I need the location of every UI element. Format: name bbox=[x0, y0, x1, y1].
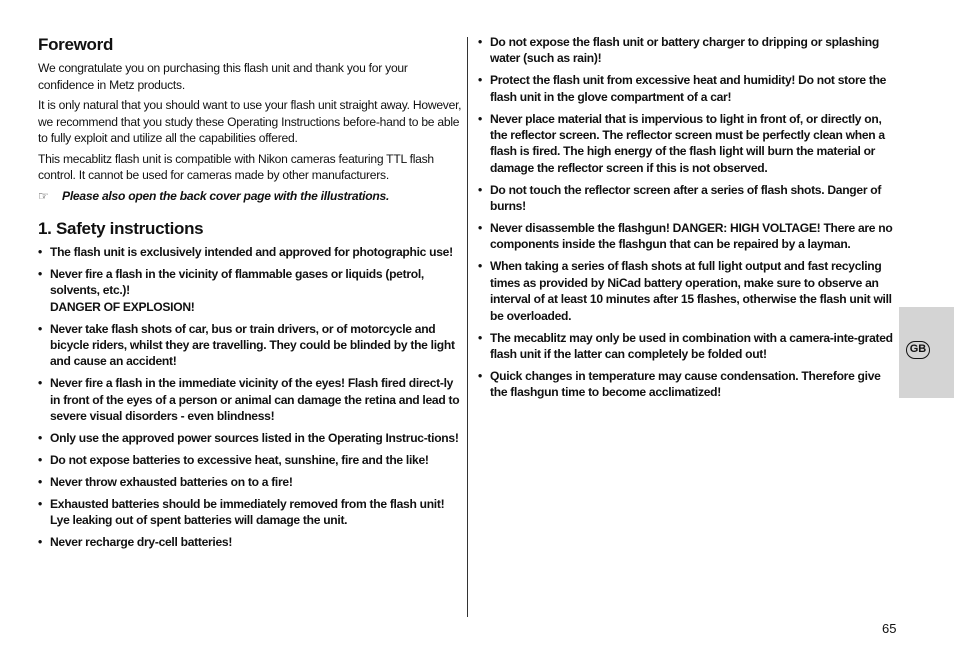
safety-item: • Never recharge dry-cell batteries! bbox=[38, 535, 233, 550]
left-column bbox=[38, 34, 462, 556]
safety-item: • Never take flash shots of car, bus or train drivers, or of motorcycle and bicycle riders, whilst they are travelling. They could be blinded by the light and cause an accident! bbox=[38, 321, 455, 369]
safety-item: • Do not expose the flash unit or battery charger to dripping or splashing water (such as rain)! bbox=[478, 35, 879, 66]
safety-item: • Never fire a flash in the vicinity of flammable gases or liquids (petrol, solvents, etc.)! DANGER OF EXPLOSION! bbox=[38, 266, 462, 315]
language-badge: GB bbox=[906, 341, 930, 359]
language-tab bbox=[899, 307, 954, 398]
safety-list-left bbox=[38, 244, 462, 551]
danger-label: DANGER OF EXPLOSION! bbox=[50, 299, 195, 314]
foreword-paragraph: This mecablitz flash unit is compatible with Nikon cameras featuring TTL flash control. It cannot be used for cameras made by other manufacturers. bbox=[38, 151, 434, 182]
foreword-note-text: Please also open the back cover page with the illustrations. bbox=[62, 188, 390, 203]
safety-item: • Never disassemble the flashgun! DANGER: HIGH VOLTAGE! There are no components inside the flashgun that can be repaired by a layman. bbox=[478, 221, 893, 252]
safety-item: • Quick changes in temperature may cause condensation. Therefore give the flashgun time to become acclimatized! bbox=[478, 368, 881, 400]
foreword-heading: Foreword bbox=[38, 35, 114, 54]
foreword-note bbox=[38, 188, 462, 205]
page-number: 65 bbox=[882, 621, 897, 636]
foreword-paragraph: We congratulate you on purchasing this flash unit and thank you for your confidence in Metz products. bbox=[38, 61, 408, 92]
safety-item: • The flash unit is exclusively intended and approved for photographic use! bbox=[38, 245, 453, 259]
safety-item: • Never place material that is impervious to light in front of, or directly on, the reflector screen. The reflector screen must be perfectly clean when a flash is fired. The high energy of the flash light will burn the material or damage the reflector screen if this is not observed. bbox=[478, 111, 885, 175]
safety-item: • Protect the flash unit from excessive heat and humidity! Do not store the flash unit in the glove compartment of a car! bbox=[478, 73, 887, 104]
pointing-hand-icon: ☞ bbox=[38, 188, 49, 203]
safety-item: • When taking a series of flash shots at full light output and fast recycling times as provided by NiCad battery operation, make sure to observe an interval of at least 10 minutes after 15 flashes, otherwise the flash unit will be overloaded. bbox=[478, 259, 892, 323]
safety-item: • The mecablitz may only be used in combination with a camera-inte-grated flash unit if the latter can completely be folded out! bbox=[478, 330, 893, 361]
right-column bbox=[478, 34, 900, 406]
safety-item: • Exhausted batteries should be immediately removed from the flash unit! Lye leaking out of spent batteries will damage the unit. bbox=[38, 496, 445, 528]
safety-item: • Do not expose batteries to excessive heat, sunshine, fire and the like! bbox=[38, 452, 429, 467]
safety-item: • Never fire a flash in the immediate vicinity of the eyes! Flash fired direct-ly in front of the eyes of a person or animal can damage the retina and lead to severe visual disorders - even blindness! bbox=[38, 376, 460, 424]
foreword-paragraph: It is only natural that you should want to use your flash unit straight away. However, we recommend that you study these Operating Instructions before-hand to be able to fully exploit and utilize all the capabilities offered. bbox=[38, 98, 462, 145]
safety-item: • Only use the approved power sources listed in the Operating Instruc-tions! bbox=[38, 431, 459, 446]
safety-item: • Do not touch the reflector screen after a series of flash shots. Danger of burns! bbox=[478, 182, 882, 214]
column-divider bbox=[467, 37, 468, 617]
safety-list-right bbox=[478, 34, 900, 401]
safety-heading: 1. Safety instructions bbox=[38, 219, 204, 238]
safety-item: • Never throw exhausted batteries on to a fire! bbox=[38, 474, 293, 489]
